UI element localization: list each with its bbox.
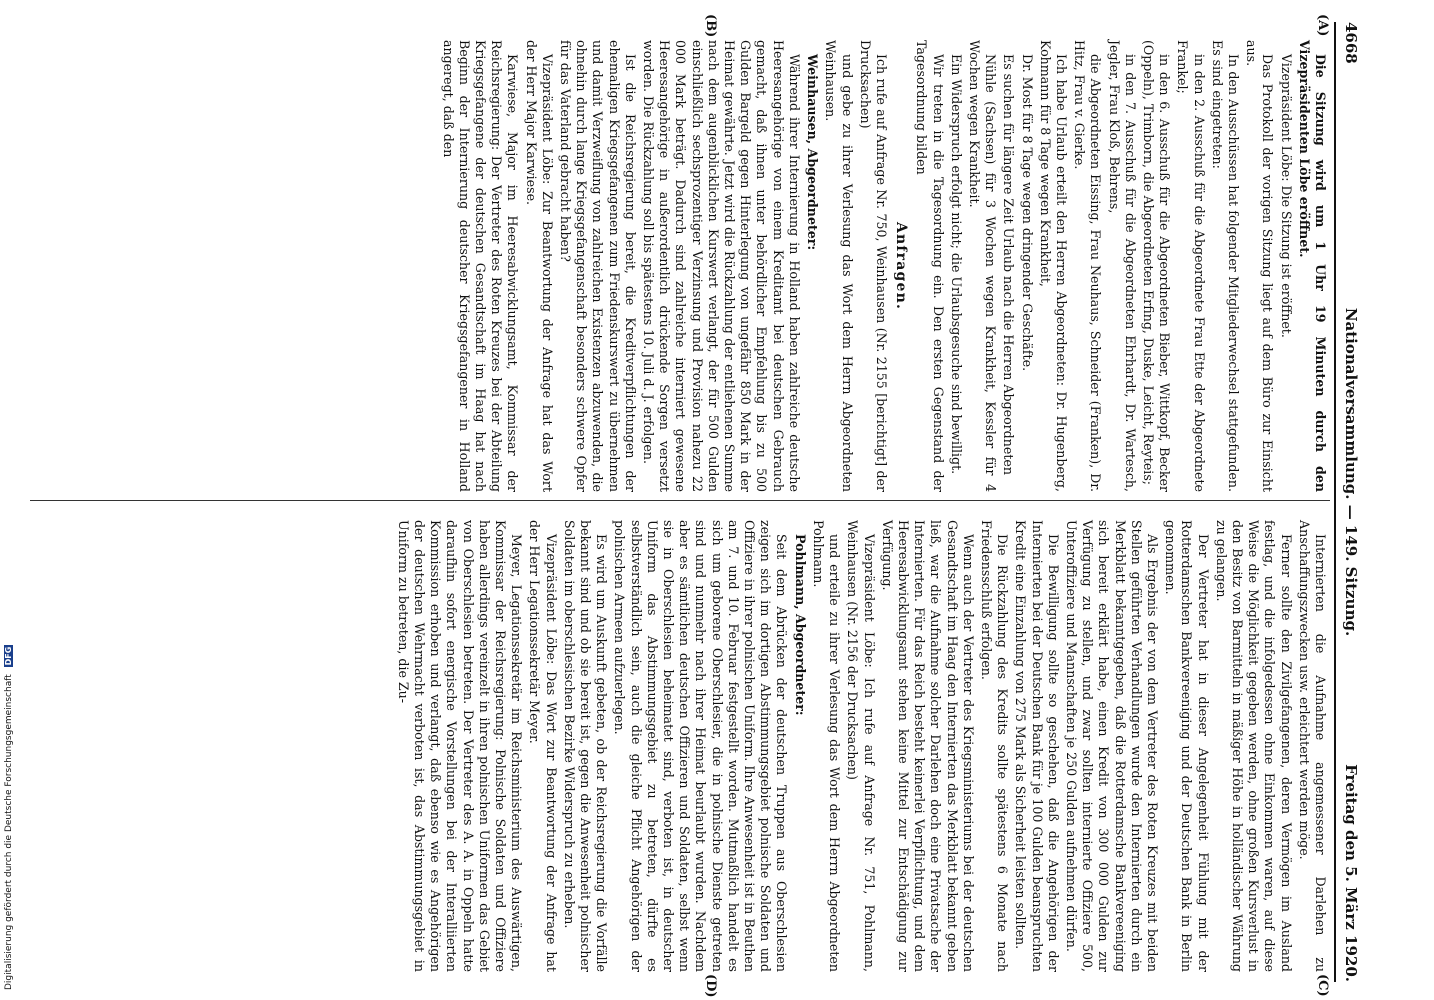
paragraph: Vizepräsident Löbe: Zur Beantwortung der Anfrage hat das Wort der Herr Major Karwiese.: [523, 40, 555, 492]
paragraph: Die Bewilligung sollte so geschehen, daß die Angehörigen der Internierten bei der Deutschen Bank für je 100 Gulden beanspruchten Kredit eine Einzahlung von 275 Mark als Sicherheit leisten sollten.: [1013, 520, 1061, 972]
paragraph: Es wird um Auskunft gebeten, ob der Reichsregierung die Vorfälle bekannt sind und ob sie bereit ist, gegen die Anwesenheit polnischer Soldaten im oberschlesischen Bezirke Widerspruch zu erheben.: [561, 520, 610, 972]
paragraph: Ein Widerspruch erfolgt nicht; die Urlaubsgesuche sind bewilligt.: [948, 54, 964, 475]
paragraph: in den 6. Ausschuß für die Abgeordneten Bieber, Wittkopf, Becker (Oppeln), Trimborn, die Abgeordneten Erfing, Duske, Leicht, Reyteis;: [1140, 40, 1173, 492]
paragraph: Ich habe Urlaub erteilt den Herren Abgeordneten: Dr. Hugenberg, Kohmann für 8 Tage wegen Krankheit,: [1037, 40, 1069, 492]
paragraph: in den 7. Ausschuß für die Abgeordneten Ehrhardt, Dr. Wartesch, Jegler, Frau Kloß, Behrens,: [1106, 40, 1138, 492]
paragraph: Das Protokoll der vorigen Sitzung liegt auf dem Büro zur Einsicht aus.: [1244, 40, 1276, 492]
left-column: [28, 40, 1328, 492]
paragraph: Seit dem Abrücken der deutschen Truppen aus Oberschlesien zeigen sich im dortigen Abstimmungsgebiet polnische Soldaten und Offiziere in ihrer polnischen Uniform. Ihre Anwesenheit ist in Beuthen am 7. und 10. Februar festgestellt worden. Mutmaßlich handelt es sich um geborene Oberschlesier, die in polnische Dienste getreten sind und nunmehr nach ihrer Heimat beurlaubt wurden. Nachdem aber es sämtlichen deutschen Offizieren und Soldaten, selbst wenn sie in Oberschlesien beheimatet sind, verboten ist, in deutscher Uniform das Abstimmungsgebiet zu betreten, dürfte es selbstverständlich sein, auch die gleiche Pflicht Angehörigen der polnischen Armeen aufzuerlegen.: [612, 520, 790, 972]
column-divider: [30, 500, 1330, 501]
paragraph: in den 2. Ausschuß für die Abgeordnete Frau Ette der Abgeordnete Frankel;: [1175, 40, 1207, 492]
paragraph: Wenn auch der Vertreter des Kriegsministeriums bei der deutschen Gesandtschaft im Haag den Internierten das Merkblatt bekannt geben ließ, war die Aufnahme solcher Darlehen doch eine Privatsache der Internierten. Für das Reich besteht keinerlei Verpflichtung, und dem Heeresabwicklungsamt stehen keine Mittel zur Entschädigung zur Verfügung.: [879, 520, 976, 972]
paragraph: Die Sitzung wird um 1 Uhr 19 Minuten durch den Vizepräsidenten Löbe eröffnet.: [1296, 40, 1328, 492]
margin-marker-c: (C): [1315, 974, 1330, 997]
page-number: 4668: [1342, 22, 1360, 64]
dfg-logo: DFG: [4, 646, 13, 666]
paragraph: Nühle (Sachsen) für 3 Wochen wegen Krankheit, Kessler für 4 Wochen wegen Krankheit.: [966, 40, 999, 492]
paragraph: Vizepräsident Löbe: Die Sitzung ist eröffnet.: [1278, 54, 1294, 338]
header-title: Nationalversammlung. — 149. Sitzung.: [1342, 307, 1360, 637]
speaker-line: Pohlmann, Abgeordneter:: [792, 534, 808, 716]
paragraph: die Abgeordneten Eissing, Frau Neuhaus, Schneider (Franken), Dr. Hitz, Frau v. Gierke.: [1072, 40, 1104, 492]
page-header: [1334, 22, 1362, 982]
digitization-credit: [4, 645, 14, 990]
paragraph: und gebe zu ihrer Verlesung das Wort dem Herrn Abgeordneten Weinhausen.: [823, 40, 855, 492]
paragraph: Dr. Most für 8 Tage wegen dringender Geschäfte.: [1019, 54, 1035, 372]
paragraph: Internierten die Aufnahme angemessener Darlehen zu Anschaffungszwecken usw. erleichtert werden möge.: [1296, 520, 1328, 972]
header-date: Freitag den 5. März 1920.: [1342, 764, 1360, 982]
paragraph: Während ihrer Internierung in Holland haben zahlreiche deutsche Heeresangehörige von einem Kreditamt bei deutschen Gebrauch gemacht, daß ihnen unter behördlicher Empfehlung bis zu 500 Gulden Bargeld gegen Hinterlegung von ungefähr 850 Mark in der Heimat gewährte. Jetzt wird die Rückzahlung der entliehenen Summe nach dem augenblicklichen Kurswert verlangt, der für 500 Gulden einschließlich sechsprozentiger Verzinsung und Provision nahezu 22 000 Mark beträgt. Dadurch sind zahlreiche interniert gewesene Heeresangehörige in außerordentlich drückende Sorgen versetzt worden. Die Rückzahlung soll bis spätestens 10. Juli d. J. erfolgen.: [641, 40, 802, 492]
paragraph: Als Ergebnis der von dem Vertreter des Roten Kreuzes mit beiden Stellen geführten Verhandlungen wurde den Internierten durch ein Merkblatt bekanntgegeben, daß die Rotterdamsche Bankvereeniging sich bereit erklärt habe, einen Kredit von 300 000 Gulden zur Verfügung zu stellen, und zwar sollten internierte Offiziere 500, Unteroffiziere und Mannschaften je 250 Gulden aufnehmen dürfen.: [1063, 520, 1160, 972]
paragraph: Ich rufe auf Anfrage Nr. 750, Weinhausen (Nr. 2155 [berichtigt] der Drucksachen): [857, 40, 889, 492]
paragraph: Meyer, Legationssekretär im Reichsministerium des Auswärtigen, Kommissar der Reichsregierung: Polnische Soldaten und Offiziere haben allerdings vereinzelt in ihren polnischen Uniformen das Gebiet von Oberschlesien betreten. Der Vertreter des A. A. in Oppeln hatte daraufhin sofort energische Vorstellungen bei der Interalliierten Kommission erhoben und verlangt, daß ebenso wie es Angehörigen der deutschen Wehrmacht verboten ist, das Abstimmungsgebiet in Uniform zu betreten, die Zu-: [395, 520, 525, 972]
paragraph: Ist die Reichsregierung bereit, die Kreditverpflichtungen der ehemaligen Kriegsgefangenen zum Friedenskurswert zu übernehmen und damit Verzweiflung von zahlreichen Existenzen abzuwenden, die ohnehin durch lange Kriegsgefangenschaft besonders schwere Opfer für das Vaterland gebracht haben?: [558, 40, 638, 492]
margin-marker-b: (B): [703, 14, 718, 38]
credit-text: Digitalisierung gefördert durch die Deutsche Forschungsgemeinschaft: [4, 674, 14, 990]
paragraph: Ferner sollte den Zivilgefangenen, deren Vermögen im Ausland festlag, und die infolgedessen ohne Einkommen waren, auf diese Weise die Möglichkeit gegeben werden, ohne großen Kursverlust in den Besitz von Barmitteln in mäßiger Höhe in holländischer Währung zu gelangen.: [1213, 520, 1294, 972]
paragraph: Der Vertreter hat in dieser Angelegenheit Fühlung mit der Rotterdamschen Bankvereeniging und der Deutschen Bank in Berlin genommen.: [1163, 520, 1211, 972]
paragraph: In den Ausschüssen hat folgender Mitgliederwechsel stattgefunden. Es sind eingetreten:: [1209, 40, 1241, 492]
margin-marker-d: (D): [703, 974, 718, 998]
section-heading: Anfragen.: [893, 221, 910, 311]
paragraph: und erteile zu ihrer Verlesung das Wort dem Herrn Abgeordneten Pohlmann.: [810, 520, 843, 972]
paragraph: Vizepräsident Löbe: Ich rufe auf Anfrage Nr. 751, Pohlmann, Weinhausen (Nr. 2156 der Drucksachen): [845, 520, 877, 972]
right-column: [28, 520, 1328, 972]
paragraph: Karwiese, Major im Heeresabwicklungsamt, Kommissar der Reichsregierung: Der Vertreter des Roten Kreuzes bei der Abteilung Kriegsgefangene der deutschen Gesandtschaft im Haag hat nach Beginn der Internierung deutscher Kriegsgefangener in Holland angeregt, daß den: [440, 40, 521, 492]
margin-marker-a: (A): [1315, 14, 1330, 37]
paragraph: Die Rückzahlung des Kredits sollte spätestens 6 Monate nach Friedensschluß erfolgen.: [978, 520, 1011, 972]
speaker-line: Weinhausen, Abgeordneter:: [805, 54, 821, 251]
paragraph: Es suchen für längere Zeit Urlaub nach die Herren Abgeordneten: [1001, 54, 1017, 475]
paragraph: Wir treten in die Tagesordnung ein. Den ersten Gegenstand der Tagesordnung bilden: [914, 40, 946, 492]
paragraph: Vizepräsident Löbe: Das Wort zur Beantwortung der Anfrage hat der Herr Legationssekretär Meyer.: [527, 520, 559, 972]
